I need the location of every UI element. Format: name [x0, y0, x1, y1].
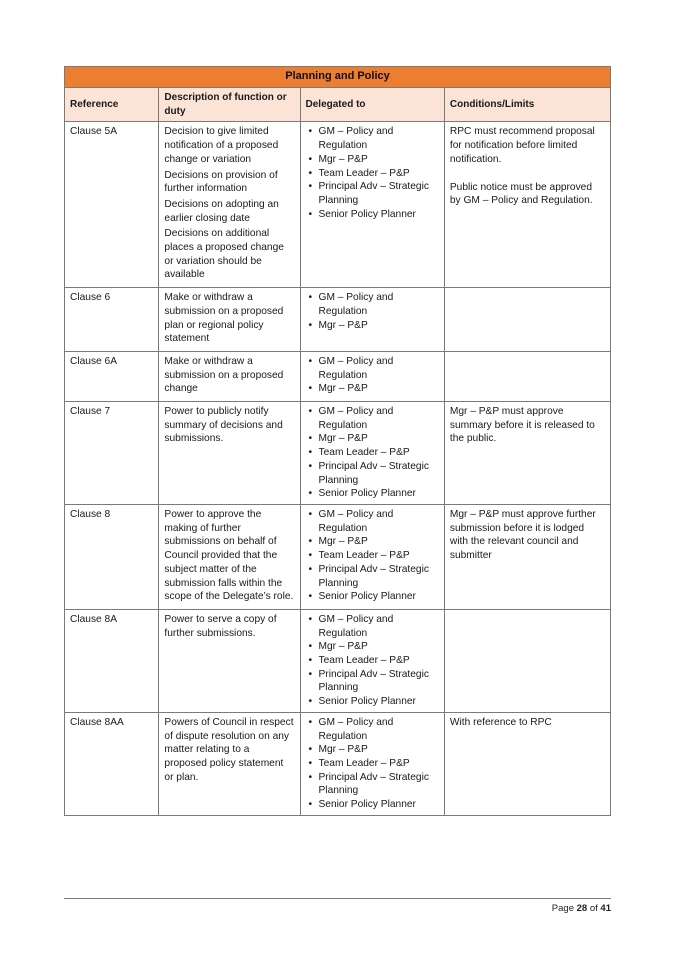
footer-page-number: 28: [576, 903, 588, 914]
cell-delegated-to: [300, 288, 444, 352]
cell-conditions: [444, 712, 610, 815]
cell-reference: Clause 6: [65, 288, 159, 352]
table-row: [65, 712, 611, 815]
table-row: [65, 351, 611, 401]
cell-conditions: [444, 609, 610, 712]
condition-paragraph: RPC must recommend proposal for notification before limited notification.: [449, 126, 595, 165]
delegate-list-item: • GM – Policy and Regulation: [306, 405, 439, 432]
delegate-list-item: • Mgr – P&P: [306, 432, 439, 446]
delegate-list-item: • Mgr – P&P: [306, 153, 439, 167]
delegate-list-item: • Senior Policy Planner: [306, 695, 439, 709]
cell-conditions: [444, 288, 610, 352]
delegate-list-item: • Team Leader – P&P: [306, 757, 439, 771]
table-row: [65, 504, 611, 609]
delegate-list-item: • GM – Policy and Regulation: [306, 508, 439, 535]
cell-description: [159, 609, 300, 712]
cell-delegated-to: [300, 122, 444, 288]
condition-paragraph: With reference to RPC: [449, 716, 552, 728]
delegate-list-item: • Principal Adv – Strategic Planning: [306, 771, 439, 798]
cell-delegated-to: [300, 609, 444, 712]
delegate-list-item: • GM – Policy and Regulation: [306, 355, 439, 382]
delegate-list-item: • Mgr – P&P: [306, 382, 439, 396]
delegations-table: [64, 66, 611, 816]
delegate-list-item: • Principal Adv – Strategic Planning: [306, 668, 439, 695]
header-description: Description of function or duty: [159, 88, 300, 122]
cell-delegated-to: [300, 504, 444, 609]
footer-of-word: of: [589, 903, 598, 914]
delegate-list: [306, 508, 439, 604]
cell-conditions: [444, 402, 610, 505]
cell-conditions: [444, 504, 610, 609]
condition-paragraph: Public notice must be approved by GM – Policy and Regulation.: [449, 181, 593, 207]
delegate-list: [306, 405, 439, 501]
delegate-list-item: • Team Leader – P&P: [306, 654, 439, 668]
cell-delegated-to: [300, 402, 444, 505]
table-row: [65, 288, 611, 352]
delegate-list: [306, 291, 439, 332]
delegate-list-item: • Senior Policy Planner: [306, 208, 439, 222]
cell-delegated-to: [300, 712, 444, 815]
delegate-list-item: • Team Leader – P&P: [306, 549, 439, 563]
delegate-list-item: • Team Leader – P&P: [306, 167, 439, 181]
footer-page-word: Page: [551, 903, 574, 914]
cell-reference: Clause 8AA: [65, 712, 159, 815]
delegate-list: [306, 355, 439, 396]
header-delegated-to: Delegated to: [300, 88, 444, 122]
delegate-list: [306, 125, 439, 221]
delegate-list-item: • Mgr – P&P: [306, 535, 439, 549]
table-row: [65, 609, 611, 712]
footer-divider: [64, 898, 611, 899]
delegate-list-item: • GM – Policy and Regulation: [306, 613, 439, 640]
delegate-list-item: • GM – Policy and Regulation: [306, 125, 439, 152]
delegate-list-item: • Mgr – P&P: [306, 743, 439, 757]
delegate-list-item: • GM – Policy and Regulation: [306, 291, 439, 318]
delegate-list-item: • Principal Adv – Strategic Planning: [306, 563, 439, 590]
table-body: [65, 122, 611, 815]
cell-description: [159, 402, 300, 505]
cell-description: [159, 122, 300, 288]
table-title: Planning and Policy: [65, 67, 611, 88]
cell-description: [159, 504, 300, 609]
description-paragraph: Power to publicly notify summary of decisions and submissions.: [164, 406, 283, 445]
cell-conditions: [444, 351, 610, 401]
header-reference: Reference: [65, 88, 159, 122]
description-paragraph: Decisions on provision of further information: [164, 169, 278, 195]
condition-paragraph: Mgr – P&P must approve further submission before it is lodged with the relevant council and submitter: [449, 508, 596, 562]
description-paragraph: Power to serve a copy of further submissions.: [164, 613, 277, 639]
table-row: [65, 402, 611, 505]
delegate-list-item: • Principal Adv – Strategic Planning: [306, 180, 439, 207]
cell-conditions: [444, 122, 610, 288]
page-footer: [552, 903, 611, 914]
delegate-list-item: • Mgr – P&P: [306, 640, 439, 654]
condition-paragraph: Mgr – P&P must approve summary before it is released to the public.: [449, 406, 595, 445]
cell-reference: Clause 8A: [65, 609, 159, 712]
description-paragraph: Make or withdraw a submission on a proposed plan or regional policy statement: [164, 292, 284, 345]
description-paragraph: Make or withdraw a submission on a proposed change: [164, 355, 284, 395]
delegate-list-item: • Senior Policy Planner: [306, 590, 439, 604]
delegate-list-item: • Mgr – P&P: [306, 319, 439, 333]
cell-reference: Clause 6A: [65, 351, 159, 401]
table-row: [65, 122, 611, 288]
cell-description: [159, 288, 300, 352]
header-conditions: Conditions/Limits: [444, 88, 610, 122]
description-paragraph: Decisions on adopting an earlier closing date: [164, 198, 279, 224]
delegate-list-item: • Senior Policy Planner: [306, 487, 439, 501]
delegate-list-item: • Senior Policy Planner: [306, 798, 439, 812]
cell-description: [159, 712, 300, 815]
cell-description: [159, 351, 300, 401]
delegate-list: [306, 716, 439, 812]
cell-delegated-to: [300, 351, 444, 401]
description-paragraph: Decision to give limited notification of a proposed change or variation: [164, 126, 279, 165]
delegate-list-item: • Principal Adv – Strategic Planning: [306, 460, 439, 487]
footer-page-total: 41: [600, 903, 611, 914]
delegate-list-item: • Team Leader – P&P: [306, 446, 439, 460]
cell-reference: Clause 8: [65, 504, 159, 609]
cell-reference: Clause 7: [65, 402, 159, 505]
delegate-list-item: • GM – Policy and Regulation: [306, 716, 439, 743]
cell-reference: Clause 5A: [65, 122, 159, 288]
description-paragraph: Power to approve the making of further submissions on behalf of Council provided that the subject matter of the submission falls within the scope of the Delegate’s role.: [164, 508, 294, 603]
description-paragraph: Powers of Council in respect of dispute resolution on any matter relating to a proposed policy statement or plan.: [164, 716, 294, 783]
description-paragraph: Decisions on additional places a proposed change or variation should be available: [164, 228, 284, 281]
delegate-list: [306, 613, 439, 709]
paragraph-spacer: [450, 167, 605, 181]
